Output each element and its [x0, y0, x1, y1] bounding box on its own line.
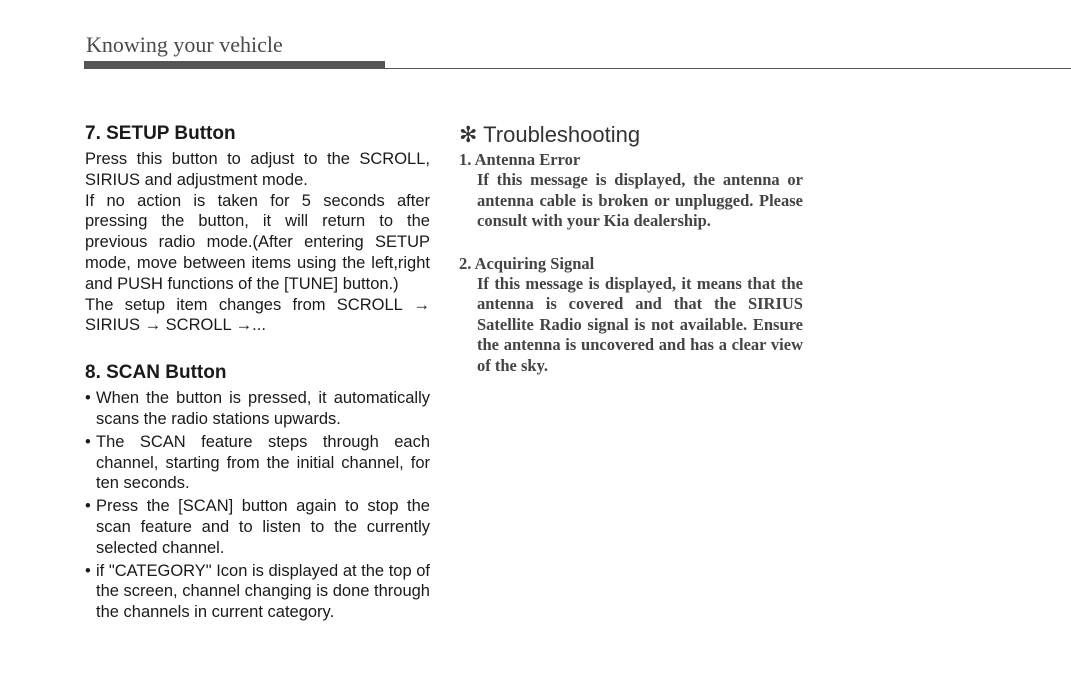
list-item	[85, 561, 430, 623]
scan-button-heading: 8. SCAN Button	[85, 362, 227, 384]
troubleshooting-heading: ✻ Troubleshooting	[459, 122, 641, 147]
troubleshooting-item	[459, 254, 803, 377]
setup-paragraph-3: The setup item changes from SCROLL → SIRIUS → SCROLL →...	[85, 295, 430, 335]
list-item	[85, 496, 430, 558]
bullet-text: if "CATEGORY" Icon is displayed at the top of the screen, channel changing is done through the channels in current category.	[96, 561, 430, 622]
setup-button-heading: 7. SETUP Button	[85, 123, 236, 144]
acquiring-signal-body: If this message is displayed, it means that the antenna is covered and that the SIRIUS Satellite Radio signal is not available. Ensure the antenna is uncovered and has a clear view of the sky.	[477, 273, 803, 375]
list-item	[85, 432, 430, 494]
bullet-text: The SCAN feature steps through each channel, starting from the initial channel, for ten seconds.	[96, 432, 430, 493]
bullet-text: Press the [SCAN] button again to stop the scan feature and to listen to the currently selected channel.	[96, 497, 430, 557]
bullet-icon: •	[85, 497, 91, 516]
bullet-icon: •	[85, 561, 91, 580]
setup-paragraph-1: Press this button to adjust to the SCROLL, SIRIUS and adjustment mode.	[85, 150, 430, 189]
troubleshooting-item	[459, 150, 803, 232]
bullet-text: When the button is pressed, it automatically scans the radio stations upwards.	[96, 389, 430, 428]
bullet-icon: •	[85, 389, 91, 408]
antenna-error-title: 1. Antenna Error	[459, 150, 581, 169]
header-accent-bar	[84, 61, 385, 68]
bullet-icon: •	[85, 432, 91, 451]
acquiring-signal-title: 2. Acquiring Signal	[459, 253, 595, 273]
left-column	[85, 122, 430, 625]
setup-paragraph-2: If no action is taken for 5 seconds after pressing the button, it will return to the previous radio mode.(After entering SETUP mode, move between items using the left,right and PUSH functions of the [TUNE] button.)	[85, 191, 430, 293]
list-item	[85, 388, 430, 430]
right-column	[459, 122, 803, 376]
scan-bullet-list	[85, 388, 430, 623]
page-header-title: Knowing your vehicle	[86, 32, 283, 57]
antenna-error-body: If this message is displayed, the antenna or antenna cable is broken or unplugged. Please consult with your Kia dealership.	[477, 170, 803, 230]
header-divider	[84, 68, 1071, 69]
